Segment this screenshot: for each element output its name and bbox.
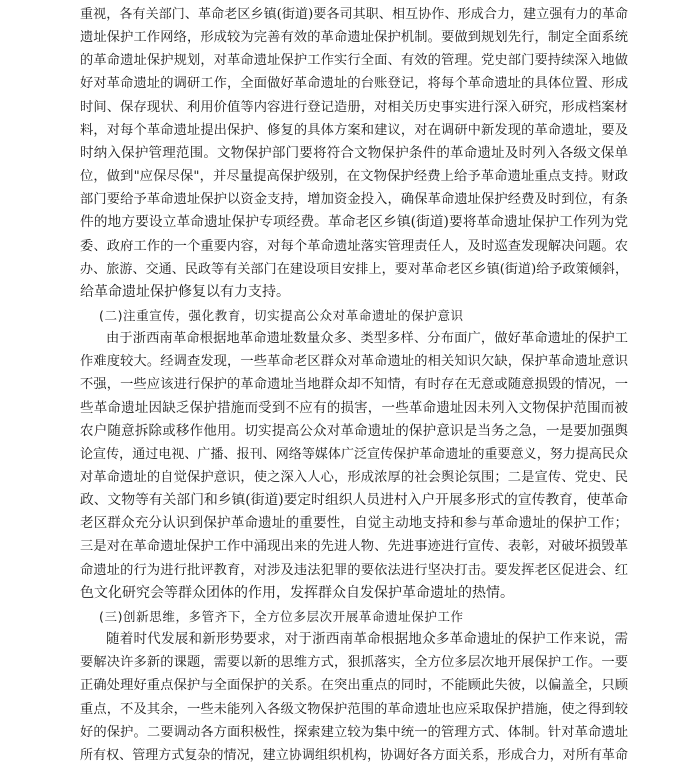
text-line: 对革命遗址的自觉保护意识，使之深入人心，形成浓厚的社会舆论氛围；二是宣传、党史、民	[80, 470, 628, 486]
text-line: 所有权、管理方式复杂的情况，建立协调组织机构，协调好各方面关系，形成合力，对所有革命	[80, 747, 628, 763]
text-line: 论宣传，通过电视、广播、报刊、网络等媒体广泛宣传保护革命遗址的重要意义，努力提高民众	[80, 446, 628, 462]
text-line: 要解决许多新的课题，需要以新的思维方式，狠抓落实，全方位多层次地开展保护工作。一要	[80, 655, 628, 671]
text-line: 作难度较大。经调查发现，一些革命老区群众对革命遗址的相关知识欠缺，保护革命遗址意识	[80, 354, 628, 370]
text-line: 些革命遗址因缺乏保护措施而受到不应有的损害，一些革命遗址因未列入文物保护范围而被	[80, 399, 628, 416]
text-line: 不强，一些应该进行保护的革命遗址当地群众却不知情，有时存在无意或随意损毁的情况，一	[80, 377, 628, 393]
text-line: 色文化研究会等群众团体的作用，发挥群众自发保护革命遗址的热情。	[80, 584, 514, 601]
text-line: 由于浙西南革命根据地革命遗址数量众多、类型多样、分布面广，做好革命遗址的保护工	[106, 331, 628, 347]
text-line: 重点，不及其余，一些未能列入各级文物保护范围的革命遗址也应采取保护措施，使之得到较	[80, 701, 628, 717]
text-line: 好的保护。二要调动各方面积极性，探索建立较为集中统一的管理方式、体制。针对革命遗址	[80, 724, 628, 740]
text-line: 农户随意拆除或移作他用。切实提高公众对革命遗址的保护意识是当务之急，一是要加强舆	[80, 422, 628, 439]
text-line: 办、旅游、交通、民政等有关部门在建设项目安排上，要对革命老区乡镇(街道)给予政策倾斜，	[80, 261, 628, 277]
text-line: 委、政府工作的一个重要内容，对每个革命遗址落实管理责任人，及时巡查发现解决问题。农	[80, 238, 628, 254]
text-line: 时间、保存现状、利用价值等内容进行登记造册，对相关历史事实进行深入研究，形成档案材	[80, 99, 628, 115]
text-line: 遗址保护工作网络，形成较为完善有效的革命遗址保护机制。要做到规划先行，制定全面系统	[80, 30, 628, 46]
section-heading-2: (二)注重宣传，强化教育，切实提高公众对革命遗址的保护意识	[99, 307, 464, 323]
text-line: 时纳入保护管理范围。文物保护部门要将符合文物保护条件的革命遗址及时列入各级文保单	[80, 144, 628, 161]
text-line: 给革命遗址保护修复以有力支持。	[80, 283, 290, 300]
text-line: 老区群众充分认识到保护革命遗址的重要性，自觉主动地支持和参与革命遗址的保护工作；	[80, 515, 628, 532]
section-heading-3: (三)创新思维，多管齐下，全方位多层次开展革命遗址保护工作	[99, 608, 464, 624]
text-line: 随着时代发展和新形势要求，对于浙西南革命根据地众多革命遗址的保护工作来说，需	[106, 631, 628, 648]
text-line: 位，做到"应保尽保"，并尽量提高保护级别，在文物保护经费上给予革命遗址重点支持。财政	[80, 169, 628, 185]
text-line: 政、文物等有关部门和乡镇(街道)要定时组织人员进村入户开展多形式的宣传教育，使革命	[80, 492, 628, 509]
text-line: 正确处理好重点保护与全面保护的关系。在突出重点的同时，不能顾此失彼，以偏盖全，只顾	[80, 678, 628, 694]
text-line: 料，对每个革命遗址提出保护、修复的具体方案和建议，对在调研中新发现的革命遗址，要及	[80, 122, 628, 138]
text-line: 好对革命遗址的调研工作，全面做好革命遗址的台账登记，将每个革命遗址的具体位置、形成	[80, 76, 628, 92]
text-line: 三是对在革命遗址保护工作中涌现出来的先进人物、先进事迹进行宣传、表彰，对破坏损毁革	[80, 539, 628, 555]
text-line: 的革命遗址保护规划，对革命遗址保护工作实行全面、有效的管理。党史部门要持续深入地做	[80, 53, 628, 69]
text-line: 件的地方要设立革命遗址保护专项经费。革命老区乡镇(街道)要将革命遗址保护工作列为党	[80, 214, 628, 231]
text-line: 重视，各有关部门、革命老区乡镇(街道)要各司其职、相互协作、形成合力，建立强有力的革命	[80, 7, 628, 22]
text-line: 命遗址的行为进行批评教育，对涉及违法犯罪的要依法进行坚决打击。要发挥老区促进会、红	[80, 562, 628, 578]
text-line: 部门要给予革命遗址保护以资金支持，增加资金投入，确保革命遗址保护经费及时到位，有条	[80, 192, 628, 208]
